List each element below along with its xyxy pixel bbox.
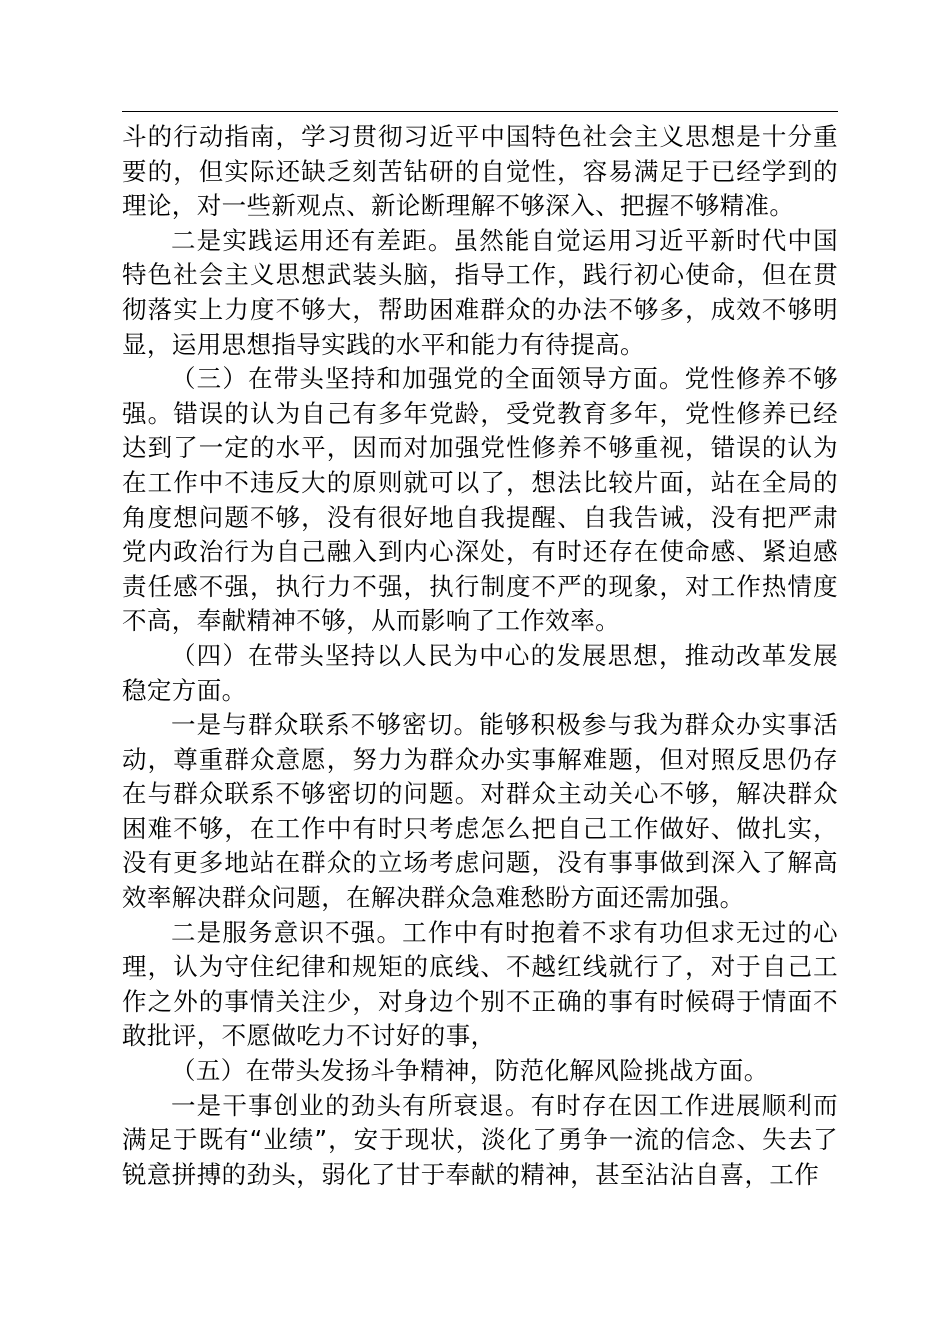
paragraph-work-drive: 一是干事创业的劲头有所衰退。有时存在因工作进展顺利而满足于既有“业绩”，安于现状，淡化了勇争一流的信念、失去了锐意拼搏的劲头，弱化了甘于奉献的精神，甚至沾沾自喜，工作 [122,1090,838,1189]
paragraph-practice-gap: 二是实践运用还有差距。虽然能自觉运用习近平新时代中国特色社会主义思想武装头脑，指导工作，践行初心使命，但在贯彻落实上力度不够大，帮助困难群众的办法不够多，成效不够明显，运用思想指导实践的水平和能力有待提高。 [122,225,838,359]
paragraph-section-four-heading: （四）在带头坚持以人民为中心的发展思想，推动改革发展稳定方面。 [122,640,838,705]
paragraph-service-awareness: 二是服务意识不强。工作中有时抱着不求有功但求无过的心理，认为守住纪律和规矩的底线、不越红线就行了，对于自己工作之外的事情关注少，对身边个别不正确的事有时候碍于情面不敢批评，不愿做吃力不讨好的事， [122,917,838,1051]
document-body [122,120,838,1192]
paragraph-section-five-heading: （五）在带头发扬斗争精神，防范化解风险挑战方面。 [171,1056,769,1086]
paragraph-section-three: （三）在带头坚持和加强党的全面领导方面。党性修养不够强。错误的认为自己有多年党龄，受党教育多年，党性修养已经达到了一定的水平，因而对加强党性修养不够重视，错误的认为在工作中不违反大的原则就可以了，想法比较片面，站在全局的角度想问题不够，没有很好地自我提醒、自我告诫，没有把严肃党内政治行为自己融入到内心深处，有时还存在使命感、紧迫感责任感不强，执行力不强，执行制度不严的现象，对工作热情度不高，奉献精神不够，从而影响了工作效率。 [122,364,838,636]
paragraph-mass-contact: 一是与群众联系不够密切。能够积极参与我为群众办实事活动，尊重群众意愿，努力为群众办实事解难题，但对照反思仍存在与群众联系不够密切的问题。对群众主动关心不够，解决群众困难不够，在工作中有时只考虑怎么把自己工作做好、做扎实，没有更多地站在群众的立场考虑问题，没有事事做到深入了解高效率解决群众问题，在解决群众急难愁盼方面还需加强。 [122,710,838,913]
header-rule [122,111,838,112]
paragraph-continued-study: 斗的行动指南，学习贯彻习近平中国特色社会主义思想是十分重要的，但实际还缺乏刻苦钻研的自觉性，容易满足于已经学到的理论，对一些新观点、新论断理解不够深入、把握不够精准。 [122,122,838,221]
